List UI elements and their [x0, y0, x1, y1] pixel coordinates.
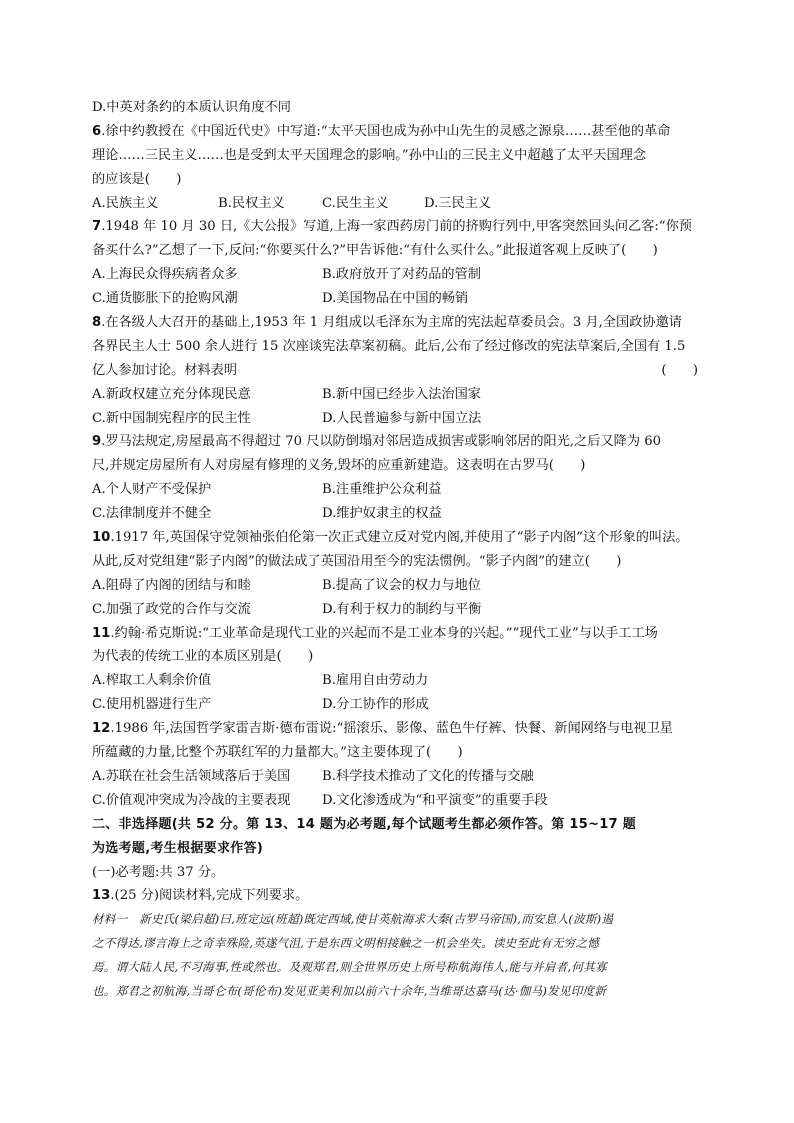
material-1 — [92, 908, 710, 1004]
option-a: A.新政权建立充分体现民意 — [92, 386, 251, 402]
options-row — [92, 574, 710, 598]
option-c: C.法律制度并不健全 — [92, 506, 212, 522]
option-c: C.通货膨胀下的抢购风潮 — [92, 291, 238, 307]
question-stem-line: 各界民主人士 500 余人进行 15 次座谈宪法草案初稿。此后,公布了经过修改的宪法草案后,全国有 1.5 — [92, 338, 686, 354]
question-stem: .(25 分)阅读材料,完成下列要求。 — [110, 888, 309, 904]
option-d: D.文化渗透成为“和平演变”的重要手段 — [322, 792, 548, 808]
option-a: A.民族主义 — [92, 195, 159, 211]
question-6 — [92, 120, 710, 216]
option-b: B.新中国已经步入法治国家 — [322, 386, 481, 402]
option-d: D.美国物品在中国的畅销 — [322, 291, 469, 307]
option-a: A.苏联在社会生活领域落后于美国 — [92, 768, 291, 784]
option-b: B.提高了议会的权力与地位 — [322, 577, 481, 593]
question-number: 9 — [92, 434, 102, 450]
option-d: D.有利于权力的制约与平衡 — [322, 601, 482, 617]
option-d: D.维护奴隶主的权益 — [322, 506, 442, 522]
question-9 — [92, 430, 710, 526]
section-heading-line: 二、非选择题(共 52 分。第 13、14 题为必考题,每个试题考生都必须作答。第 15~17 题 — [92, 816, 637, 832]
option-b: B.政府放开了对药品的管制 — [322, 267, 481, 283]
question-stem-line: 所蕴藏的力量,比整个苏联红军的力量都大。”这主要体现了( ) — [92, 745, 463, 761]
option-d: D.分工协作的形成 — [322, 697, 429, 713]
option-d: D.人民普遍参与新中国立法 — [322, 410, 482, 426]
option-a: A.个人财产不受保护 — [92, 482, 212, 498]
question-stem-line: 的应该是( ) — [92, 171, 182, 187]
question-11 — [92, 622, 710, 718]
option-c: C.价值观冲突成为冷战的主要表现 — [92, 792, 291, 808]
question-stem-line: 备买什么?”乙想了一下,反问:“你要买什么?”甲告诉他:“有什么买什么。”此报道客观上反映了( ) — [92, 243, 658, 259]
question-stem-line: 理论……三民主义……也是受到太平天国理念的影响。”孙中山的三民主义中超越了太平天国理念 — [92, 147, 647, 163]
options-row — [92, 789, 710, 813]
question-stem-line: .1986 年,法国哲学家雷吉斯·德布雷说:“摇滚乐、影像、蓝色牛仔裤、快餐、新闻网络与电视卫星 — [110, 721, 673, 737]
material-line: 之不得达,谬言海上之奇幸殊险,英遂气沮,于是东西文明相接触之一机会坐失。读史至此有无穷之憾 — [92, 936, 599, 951]
question-stem-line: 亿人参加讨论。材料表明 — [92, 362, 238, 378]
question-stem-line: .徐中约教授在《中国近代史》中写道:“太平天国也成为孙中山先生的灵感之源泉……甚至他的革命 — [101, 123, 671, 139]
option-b: B.科学技术推动了文化的传播与交融 — [322, 768, 534, 784]
question-stem-line: 尺,并规定房屋所有人对房屋有修理的义务,毁坏的应重新建造。这表明在古罗马( ) — [92, 458, 586, 474]
option-c: C.民生主义 — [322, 195, 389, 211]
question-stem-line: .1917 年,英国保守党领袖张伯伦第一次正式建立反对党内阁,并使用了“影子内阁”这个形象的叫法。 — [110, 530, 689, 546]
option-d: D.三民主义 — [424, 195, 492, 211]
answer-paren: ( ) — [661, 362, 698, 378]
option-b: B.民权主义 — [218, 195, 285, 211]
option-a: A.上海民众得疾病者众多 — [92, 267, 238, 283]
question-12 — [92, 717, 710, 813]
option-a: A.榨取工人剩余价值 — [92, 673, 212, 689]
options-row — [92, 192, 710, 216]
question-stem-line: .约翰·希克斯说:“工业革命是现代工业的兴起而不是工业本身的兴起。”“现代工业”与以手工工场 — [110, 625, 658, 641]
question-stem-line: .在各级人大召开的基础上,1953 年 1 月组成以毛泽东为主席的宪法起草委员会。3 月,全国政协邀请 — [101, 315, 682, 331]
question-number: 11 — [92, 625, 111, 641]
option-a: A.阻碍了内阁的团结与和睦 — [92, 577, 251, 593]
section-heading-line: 为选考题,考生根据要求作答) — [92, 840, 264, 856]
question-number: 12 — [92, 721, 111, 737]
question-number: 8 — [92, 315, 102, 331]
question-number: 7 — [92, 219, 102, 235]
options-row — [92, 669, 710, 693]
question-number: 10 — [92, 530, 111, 546]
question-number: 6 — [92, 123, 102, 139]
subsection-heading: (一)必考题:共 37 分。 — [92, 864, 225, 880]
question-stem-line: .罗马法规定,房屋最高不得超过 70 尺以防倒塌对邻居造成损害或影响邻居的阳光,之后又降为 60 — [101, 434, 662, 450]
question-7 — [92, 215, 710, 311]
options-row — [92, 407, 710, 431]
material-line: 焉。谓大陆人民,不习海事,性或然也。及观郑君,则全世界历史上所号称航海伟人,能与并肩者,何其寡 — [92, 960, 607, 975]
section-heading — [92, 813, 710, 861]
question-stem-line: 为代表的传统工业的本质区别是( ) — [92, 649, 314, 665]
options-row — [92, 383, 710, 407]
material-line: 材料一 新史氏(梁启超)曰,班定远(班超)既定西域,使甘英航海求大秦(古罗马帝国),而安息人(波斯)遏 — [92, 912, 614, 927]
options-row — [92, 598, 710, 622]
document-page — [92, 96, 710, 1004]
question-8 — [92, 311, 710, 430]
option-c: C.使用机器进行生产 — [92, 697, 212, 713]
options-row — [92, 765, 710, 789]
q5-option-d: D.中英对条约的本质认识角度不同 — [92, 100, 291, 115]
options-row — [92, 263, 710, 287]
option-c: C.新中国制宪程序的民主性 — [92, 410, 251, 426]
question-13 — [92, 884, 710, 1003]
option-b: B.注重维护公众利益 — [322, 482, 442, 498]
question-stem-line: 从此,反对党组建“影子内阁”的做法成了英国沿用至今的宪法惯例。“影子内阁”的建立( ) — [92, 553, 622, 569]
question-10 — [92, 526, 710, 622]
question-stem-line: .1948 年 10 月 30 日,《大公报》写道,上海一家西药房门前的挤购行列中,甲客突然回头问乙客:“你预 — [101, 219, 692, 235]
material-line: 也。郑君之初航海,当哥仑布(哥伦布)发见亚美利加以前六十余年,当维哥达嘉马(达·伽马)发见印度新 — [92, 983, 607, 998]
option-b: B.雇用自由劳动力 — [322, 673, 429, 689]
options-row — [92, 287, 710, 311]
options-row — [92, 502, 710, 526]
options-row — [92, 693, 710, 717]
options-row — [92, 478, 710, 502]
option-c: C.加强了政党的合作与交流 — [92, 601, 251, 617]
question-number: 13 — [92, 888, 111, 904]
